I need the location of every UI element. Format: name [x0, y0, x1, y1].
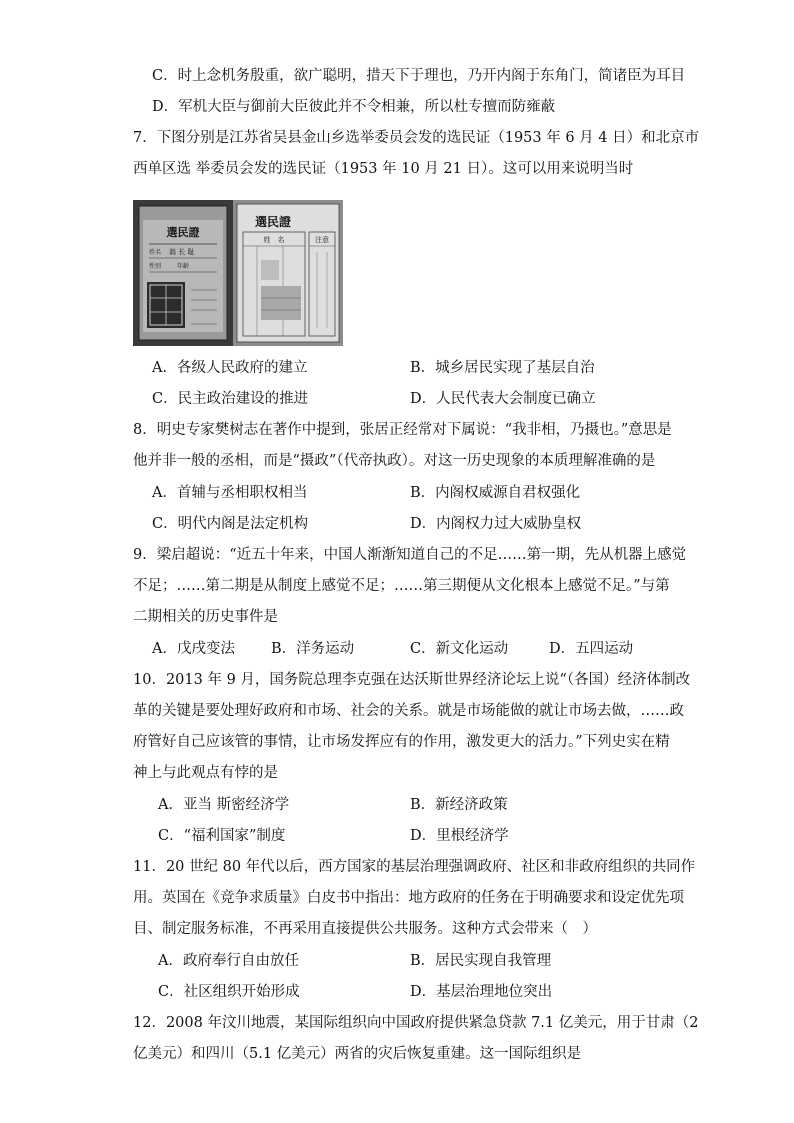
q8-stem-line2: 他并非一般的丞相，而是“摄政”（代帝执政）。对这一历史现象的本质理解准确的是	[133, 453, 656, 469]
q9-option-c: C．新文化运动	[410, 641, 509, 657]
q6-option-d: D．军机大臣与御前大臣彼此并不令相兼，所以杜专擅而防雍蔽	[152, 99, 556, 115]
q11-stem-line1: 11．20 世纪 80 年代以后，西方国家的基层治理强调政府、社区和非政府组织的共同作	[133, 859, 696, 875]
q7-option-c: C．民主政治建设的推进	[152, 391, 309, 407]
q8-option-a: A．首辅与丞相职权相当	[152, 485, 308, 501]
q11-option-c: C．社区组织开始形成	[158, 984, 300, 1000]
q7-option-d: D．人民代表大会制度已确立	[410, 391, 596, 407]
q11-stem-line2: 用。英国在《竞争求质量》白皮书中指出：地方政府的任务在于明确要求和设定优先项	[133, 890, 684, 906]
q12-stem-line2: 亿美元）和四川（5.1 亿美元）两省的灾后恢复重建。这一国际组织是	[133, 1046, 582, 1062]
left-card-field-gender: 性別	[149, 263, 162, 270]
q7-option-b: B．城乡居民实现了基层自治	[410, 360, 595, 376]
right-card-note: 注意	[315, 236, 329, 244]
q10-stem-line2: 革的关键是要处理好政府和市场、社会的关系。就是市场能做的就让市场去做，……政	[133, 703, 684, 719]
left-card-field-age: 年齡	[177, 263, 190, 270]
q7-stem-line1: 7．下图分别是江苏省吴县金山乡选举委员会发的选民证（1953 年 6 月 4 日）和北京市	[133, 130, 700, 146]
q10-option-b: B．新经济政策	[410, 797, 508, 813]
q11-option-a: A．政府奉行自由放任	[158, 953, 299, 969]
left-card-title: 選民證	[166, 226, 200, 239]
q6-option-c: C．时上念机务殷重，欲广聪明，措天下于理也，乃开内阁于东角门，简诸臣为耳目	[152, 68, 686, 84]
left-card-name-value: 翁 长 耻	[169, 248, 195, 256]
q11-option-d: D．基层治理地位突出	[410, 984, 553, 1000]
q10-stem-line3: 府管好自己应该管的事情，让市场发挥应有的作用，激发更大的活力。”下列史实在精	[133, 734, 670, 750]
q8-option-b: B．内阁权威源自君权强化	[410, 485, 581, 501]
q9-stem-line2: 不足；……第二期是从制度上感觉不足；……第三期便从文化根本上感觉不足。”与第	[133, 578, 670, 594]
q10-stem-line4: 神上与此观点有悖的是	[133, 765, 278, 781]
right-card-title: 選民證	[254, 215, 292, 229]
q8-option-c: C．明代内阁是法定机构	[152, 516, 309, 532]
q11-option-b: B．居民实现自我管理	[410, 953, 552, 969]
q8-stem-line1: 8．明史专家樊树志在著作中提到，张居正经常对下属说：“我非相，乃摄也。”意思是	[133, 422, 672, 438]
q8-option-d: D．内阁权力过大威胁皇权	[410, 516, 582, 532]
q10-option-a: A．亚当 斯密经济学	[158, 797, 290, 813]
q9-stem-line3: 二期相关的历史事件是	[133, 609, 278, 625]
q10-option-d: D．里根经济学	[410, 828, 509, 844]
q9-stem-line1: 9．梁启超说：“近五十年来，中国人渐渐知道自己的不足……第一期，先从机器上感觉	[133, 547, 687, 563]
q9-option-d: D．五四运动	[549, 641, 634, 657]
left-card-field-name: 姓名	[149, 249, 162, 256]
right-card-field-name: 姓 名	[263, 236, 285, 244]
q7-option-a: A．各级人民政府的建立	[152, 360, 308, 376]
q10-option-c: C．“福利国家”制度	[158, 828, 286, 844]
q11-stem-line3: 目、制定服务标准，不再采用直接提供公共服务。这种方式会带来（ ）	[133, 921, 597, 937]
q9-option-a: A．戊戌变法	[152, 641, 235, 657]
q10-stem-line1: 10．2013 年 9 月，国务院总理李克强在达沃斯世界经济论坛上说“（各国）经济体制改	[133, 672, 691, 688]
q12-stem-line1: 12．2008 年汶川地震，某国际组织向中国政府提供紧急贷款 7.1 亿美元，用于甘肃（2	[133, 1015, 699, 1031]
voter-certificates-photo	[133, 200, 343, 346]
q7-stem-line2: 西单区选 举委员会发的选民证（1953 年 10 月 21 日）。这可以用来说明当时	[133, 161, 634, 177]
q9-option-b: B．洋务运动	[271, 641, 355, 657]
